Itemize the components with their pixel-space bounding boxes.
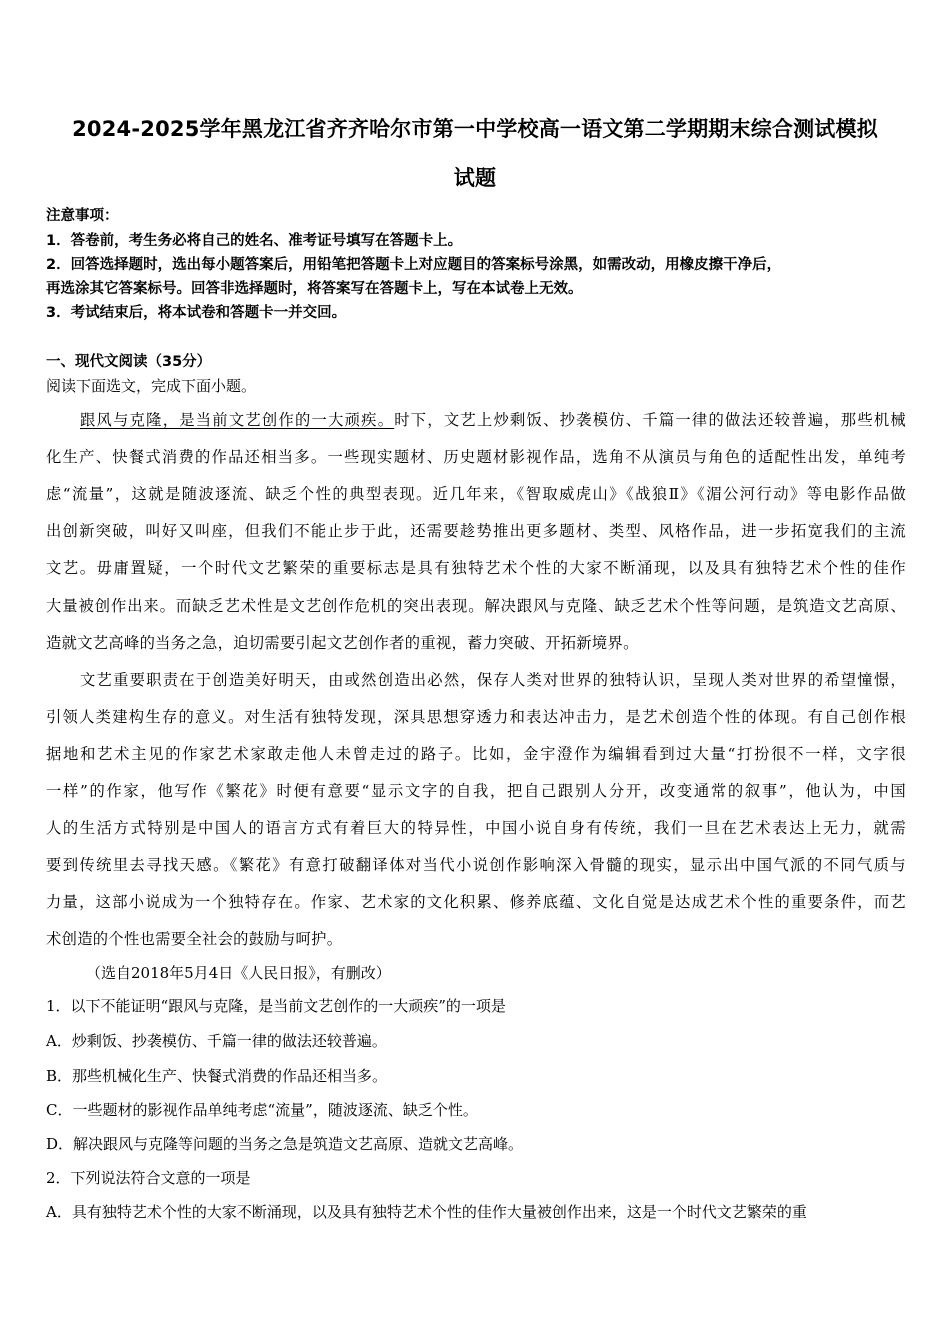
passage-p2-line: 引领人类建构生存的意义。对生活有独特发现，深具思想穿透力和表达冲击力，是艺术创造个性的体现。有自己创作根 — [46, 708, 906, 726]
question-2-option-a: A．具有独特艺术个性的大家不断涌现，以及具有独特艺术个性的佳作大量被创作出来，这是一个时代文艺繁荣的重 — [46, 1203, 807, 1221]
notice-item-2-cont: 再选涂其它答案标号。回答非选择题时，将答案写在答题卡上，写在本试卷上无效。 — [46, 281, 583, 297]
passage-p2-line: 力量，这部小说成为一个独特存在。作家、艺术家的文化积累、修养底蕴、文化自觉是达成艺术个性的重要条件，而艺 — [46, 893, 906, 911]
underlined-thesis: 跟风与克隆，是当前文艺创作的一大顽疾。 — [80, 411, 395, 429]
passage-p2-line: 文艺重要职责在于创造美好明天，由或然创造出必然，保存人类对世界的独特认识，呈现人类对世界的希望憧憬， — [80, 671, 906, 689]
notice-heading: 注意事项： — [46, 208, 119, 224]
passage-p1-line: 出创新突破，叫好又叫座，但我们不能止步于此，还需要趁势推出更多题材、类型、风格作品，进一步拓宽我们的主流 — [46, 522, 906, 540]
section-instruction: 阅读下面选文，完成下面小题。 — [46, 377, 257, 395]
passage-p1-line-1 — [80, 408, 906, 430]
passage-source: （选自2018年5月4日《人民日报》，有删改） — [86, 964, 391, 982]
question-1-stem: 1．以下不能证明“跟风与克隆，是当前文艺创作的一大顽疾”的一项是 — [46, 997, 506, 1015]
section-heading: 一、现代文阅读（35分） — [46, 354, 212, 370]
passage-p1-line: 大量被创作出来。而缺乏艺术性是文艺创作危机的突出表现。解决跟风与克隆、缺乏艺术个性等问题，是筑造文艺高原、 — [46, 597, 906, 615]
question-1-option-d: D．解决跟风与克隆等问题的当务之急是筑造文艺高原、造就文艺高峰。 — [46, 1135, 524, 1153]
question-1-option-b: B．那些机械化生产、快餐式消费的作品还相当多。 — [46, 1067, 388, 1085]
notice-item-3: 3．考试结束后，将本试卷和答题卡一并交回。 — [46, 305, 347, 321]
exam-title-line-1: 2024-2025学年黑龙江省齐齐哈尔市第一中学校高一语文第二学期期末综合测试模拟 — [72, 117, 878, 141]
passage-p1-line: 文艺。毋庸置疑，一个时代文艺繁荣的重要标志是具有独特艺术个性的大家不断涌现，以及具有独特艺术个性的佳作 — [46, 559, 906, 577]
notice-item-1: 1．答卷前，考生务必将自己的姓名、准考证号填写在答题卡上。 — [46, 233, 463, 249]
passage-p1-line-1-rest: 时下，文艺上炒剩饭、抄袭模仿、千篇一律的做法还较普遍，那些机械 — [394, 411, 906, 429]
question-1-option-c: C．一些题材的影视作品单纯考虑“流量”，随波逐流、缺乏个性。 — [46, 1101, 478, 1119]
question-1-option-a: A．炒剩饭、抄袭模仿、千篇一律的做法还较普遍。 — [46, 1032, 387, 1050]
question-2-stem: 2．下列说法符合文意的一项是 — [46, 1169, 251, 1187]
passage-p1-line: 化生产、快餐式消费的作品还相当多。一些现实题材、历史题材影视作品，选角不从演员与角色的适配性出发，单纯考 — [46, 448, 906, 466]
passage-p2-line: 人的生活方式特别是中国人的语言方式有着巨大的特异性，中国小说自身有传统，我们一旦在艺术表达上无力，就需 — [46, 819, 906, 837]
passage-p2-line: 术创造的个性也需要全社会的鼓励与呵护。 — [46, 930, 343, 948]
notice-item-2: 2．回答选择题时，选出每小题答案后，用铅笔把答题卡上对应题目的答案标号涂黑，如需改动，用橡皮擦干净后， — [46, 257, 782, 273]
passage-p2-line: 一样”的作家，他写作《繁花》时便有意要“显示文字的自我，把自己跟别人分开，改变通常的叙事”，他认为，中国 — [46, 782, 906, 800]
exam-title-line-2: 试题 — [453, 166, 497, 190]
passage-p1-line: 造就文艺高峰的当务之急，迫切需要引起文艺创作者的重视，蓄力突破、开拓新境界。 — [46, 634, 639, 652]
passage-p1-line: 虑“流量”，这就是随波逐流、缺乏个性的典型表现。近几年来，《智取威虎山》《战狼Ⅱ》《湄公河行动》等电影作品做 — [46, 485, 906, 503]
passage-p2-line: 要到传统里去寻找天感。《繁花》有意打破翻译体对当代小说创作影响深入骨髓的现实，显示出中国气派的不同气质与 — [46, 856, 906, 874]
passage-p2-line: 据地和艺术主见的作家艺术家敢走他人未曾走过的路子。比如，金宇澄作为编辑看到过大量“打扮很不一样，文字很 — [46, 745, 906, 763]
